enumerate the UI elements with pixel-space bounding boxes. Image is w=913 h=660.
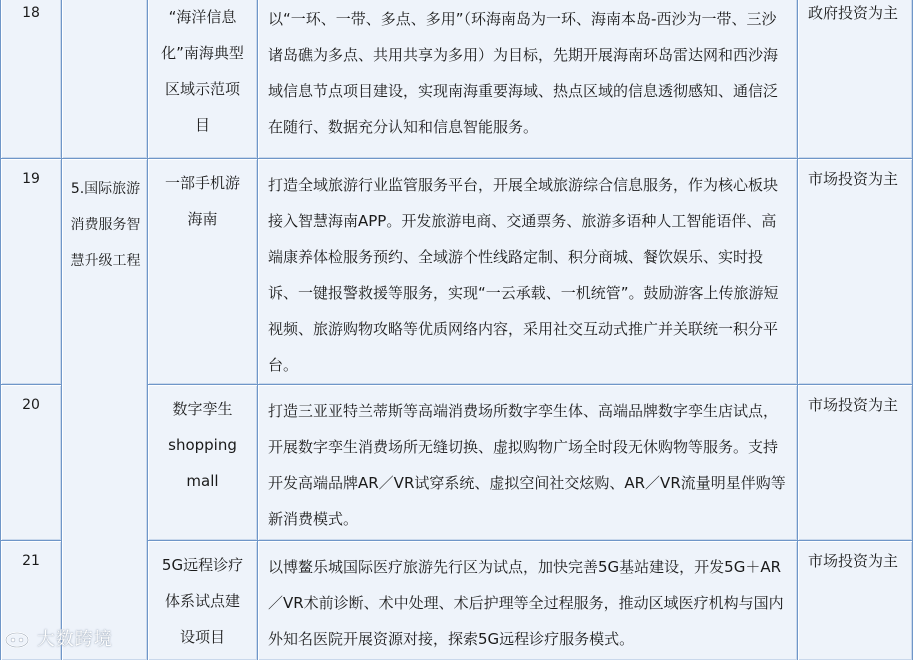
- description-cell: [257, 540, 797, 660]
- investment-cell: [797, 0, 913, 158]
- investment-type: 政府投资为主: [808, 4, 899, 22]
- investment-cell: [797, 540, 913, 660]
- category-cell-empty: [61, 0, 147, 158]
- description-cell: [257, 0, 797, 158]
- row-number: 21: [22, 553, 40, 569]
- investment-type: 市场投资为主: [808, 552, 899, 570]
- investment-cell: [797, 158, 913, 384]
- watermark: [4, 625, 113, 651]
- project-description: 打造三亚亚特兰蒂斯等高端消费场所数字孪生体、高端品牌数字孪生店试点，开展数字孪生消费场所无缝切换、虚拟购物广场全时段无休购物等服务。支持开发高端品牌AR／VR试穿系统、虚拟空间社交炫购、AR／VR流量明星伴购等新消费模式。: [268, 402, 786, 528]
- row-number: 19: [22, 171, 40, 187]
- row-number: 18: [22, 5, 40, 21]
- row-number-cell: [0, 384, 61, 540]
- project-name: “海洋信息化”南海典型区域示范项目: [161, 8, 244, 134]
- table-row: [0, 0, 913, 158]
- project-name-cell: [147, 384, 257, 540]
- project-description: 以博鳌乐城国际医疗旅游先行区为试点，加快完善5G基站建设，开发5G＋AR／VR术前诊断、术中处理、术后护理等全过程服务，推动区域医疗机构与国内外知名医院开展资源对接，探索5G远程诊疗服务模式。: [268, 558, 784, 648]
- project-description: 以“一环、一带、多点、多用”（环海南岛为一环、海南本岛-西沙为一带、三沙诸岛礁为多点、共用共享为多用）为目标，先期开展海南环岛雷达网和西沙海域信息节点项目建设，实现南海重要海域、热点区域的信息透彻感知、通信泛在随行、数据充分认知和信息智能服务。: [268, 10, 779, 136]
- category-name: 5.国际旅游消费服务智慧升级工程: [70, 181, 141, 269]
- row-number-cell: [0, 158, 61, 384]
- watermark-text: 大数跨境: [36, 629, 113, 650]
- investment-type: 市场投资为主: [808, 396, 899, 414]
- row-number-cell: [0, 0, 61, 158]
- investment-cell: [797, 384, 913, 540]
- project-name: 一部手机游海南: [164, 174, 240, 228]
- description-cell: [257, 384, 797, 540]
- watermark-logo-icon: [4, 631, 30, 649]
- investment-type: 市场投资为主: [808, 170, 899, 188]
- category-cell: [61, 158, 147, 660]
- description-cell: [257, 158, 797, 384]
- row-number: 20: [22, 397, 40, 413]
- project-description: 打造全域旅游行业监管服务平台，开展全域旅游综合信息服务，作为核心板块接入智慧海南APP。开发旅游电商、交通票务、旅游多语种人工智能语伴、高端康养体检服务预约、全域游个性线路定制、积分商城、餐饮娱乐、实时投诉、一键报警救援等服务，实现“一云承载、一机统管”。鼓励游客上传旅游短视频、旅游购物攻略等优质网络内容，采用社交互动式推广并关联统一积分平台。: [268, 176, 779, 374]
- project-name-cell: [147, 540, 257, 660]
- project-name-cell: [147, 158, 257, 384]
- project-name-cell: [147, 0, 257, 158]
- project-name: 5G远程诊疗体系试点建设项目: [161, 556, 244, 646]
- table-row: [0, 158, 913, 384]
- project-name: 数字孪生shopping mall: [168, 400, 237, 490]
